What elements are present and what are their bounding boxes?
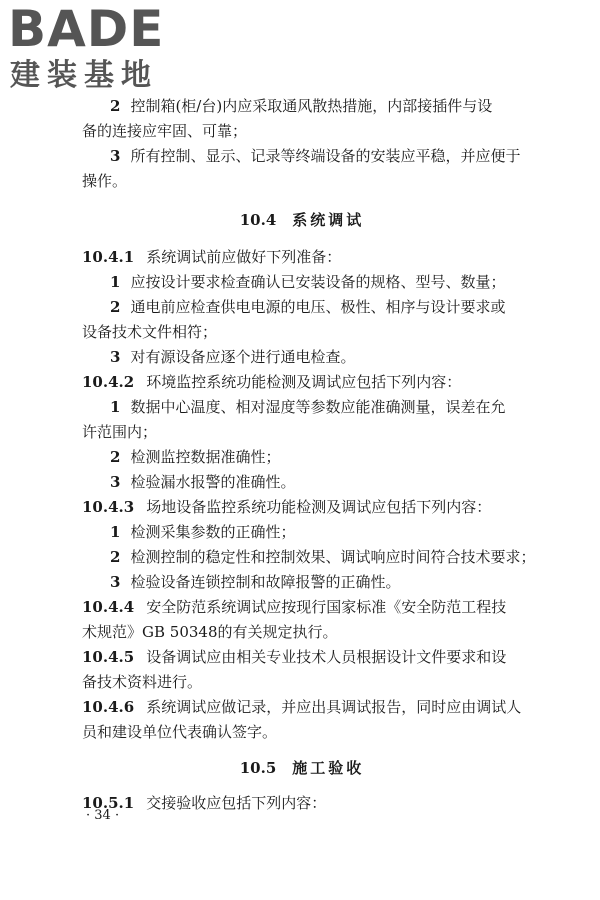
clause-number: 10.4.3 bbox=[82, 498, 135, 516]
line-text: 环境监控系统功能检测及调试应包括下列内容： bbox=[146, 373, 462, 391]
line-text: 设备调试应由相关专业技术人员根据设计文件要求和设 bbox=[146, 648, 507, 666]
continuation-line bbox=[82, 121, 522, 141]
line-text: 检验设备连锁控制和故障报警的正确性。 bbox=[130, 573, 401, 591]
line-text: 施工验收 bbox=[292, 759, 365, 777]
list-item bbox=[110, 96, 550, 116]
continuation-line bbox=[82, 672, 522, 692]
item-number: 2 bbox=[110, 97, 121, 115]
logo-subtitle: 建装基地 bbox=[10, 58, 158, 93]
item-number: 3 bbox=[110, 473, 121, 491]
list-item bbox=[110, 522, 550, 542]
clause-line bbox=[82, 247, 522, 267]
clause-number: 10.4.6 bbox=[82, 698, 135, 716]
clause-number: 10.4.4 bbox=[82, 598, 135, 616]
line-text: 备的连接应牢固、可靠； bbox=[82, 122, 248, 140]
continuation-line bbox=[82, 622, 522, 642]
line-text: 应按设计要求检查确认已安装设备的规格、型号、数量； bbox=[130, 273, 506, 291]
clause-line bbox=[82, 647, 522, 667]
line-text: 检测控制的稳定性和控制效果、调试响应时间符合技术要求； bbox=[130, 548, 536, 566]
clause-line bbox=[82, 597, 522, 617]
list-item bbox=[110, 397, 550, 417]
clause-line bbox=[82, 793, 522, 813]
line-text: 系统调试应做记录，并应出具调试报告，同时应由调试人 bbox=[146, 698, 522, 716]
item-number: 2 bbox=[110, 548, 121, 566]
line-text: 检测采集参数的正确性； bbox=[130, 523, 296, 541]
list-item bbox=[110, 146, 550, 166]
item-number: 1 bbox=[110, 398, 121, 416]
line-text: 检验漏水报警的准确性。 bbox=[130, 473, 296, 491]
line-text: 员和建设单位代表确认签字。 bbox=[82, 723, 278, 741]
list-item bbox=[110, 547, 550, 567]
clause-number: 10.4.1 bbox=[82, 248, 135, 266]
section-number: 10.5 bbox=[239, 759, 277, 777]
line-text: 通电前应检查供电电源的电压、极性、相序与设计要求或 bbox=[130, 298, 506, 316]
line-text: 数据中心温度、相对湿度等参数应能准确测量，误差在允 bbox=[130, 398, 506, 416]
item-number: 3 bbox=[110, 147, 121, 165]
clause-number: 10.4.5 bbox=[82, 648, 135, 666]
line-text: 场地设备监控系统功能检测及调试应包括下列内容： bbox=[146, 498, 492, 516]
clause-line bbox=[82, 372, 522, 392]
item-number: 2 bbox=[110, 448, 121, 466]
continuation-line bbox=[82, 322, 522, 342]
line-text: 所有控制、显示、记录等终端设备的安装应平稳，并应便于 bbox=[130, 147, 521, 165]
list-item bbox=[110, 347, 550, 367]
section-heading bbox=[82, 210, 522, 230]
list-item bbox=[110, 297, 550, 317]
list-item bbox=[110, 272, 550, 292]
item-number: 1 bbox=[110, 273, 121, 291]
item-number: 1 bbox=[110, 523, 121, 541]
page-number: · 34 · bbox=[86, 808, 120, 823]
item-number: 3 bbox=[110, 573, 121, 591]
line-text: 交接验收应包括下列内容： bbox=[146, 794, 327, 812]
list-item bbox=[110, 472, 550, 492]
line-text: 操作。 bbox=[82, 172, 128, 190]
line-text: 控制箱(柜/台)内应采取通风散热措施，内部接插件与设 bbox=[130, 97, 493, 115]
section-number: 10.4 bbox=[239, 211, 277, 229]
clause-line bbox=[82, 697, 522, 717]
line-text: 系统调试 bbox=[292, 211, 365, 229]
line-text: 检测监控数据准确性； bbox=[130, 448, 281, 466]
clause-number: 10.4.2 bbox=[82, 373, 135, 391]
line-text: 系统调试前应做好下列准备： bbox=[146, 248, 342, 266]
line-text: 对有源设备应逐个进行通电检查。 bbox=[130, 348, 356, 366]
line-text: 设备技术文件相符； bbox=[82, 323, 218, 341]
line-text: 许范围内； bbox=[82, 423, 158, 441]
clause-line bbox=[82, 497, 522, 517]
item-number: 3 bbox=[110, 348, 121, 366]
continuation-line bbox=[82, 422, 522, 442]
line-text: 术规范》GB 50348的有关规定执行。 bbox=[82, 623, 338, 641]
line-text: 备技术资料进行。 bbox=[82, 673, 203, 691]
section-heading bbox=[82, 758, 522, 778]
clause-number: 10.5.1 bbox=[82, 794, 135, 812]
continuation-line bbox=[82, 171, 522, 191]
logo-brand-text: BADE bbox=[8, 0, 165, 58]
list-item bbox=[110, 447, 550, 467]
list-item bbox=[110, 572, 550, 592]
continuation-line bbox=[82, 722, 522, 742]
item-number: 2 bbox=[110, 298, 121, 316]
line-text: 安全防范系统调试应按现行国家标准《安全防范工程技 bbox=[146, 598, 507, 616]
